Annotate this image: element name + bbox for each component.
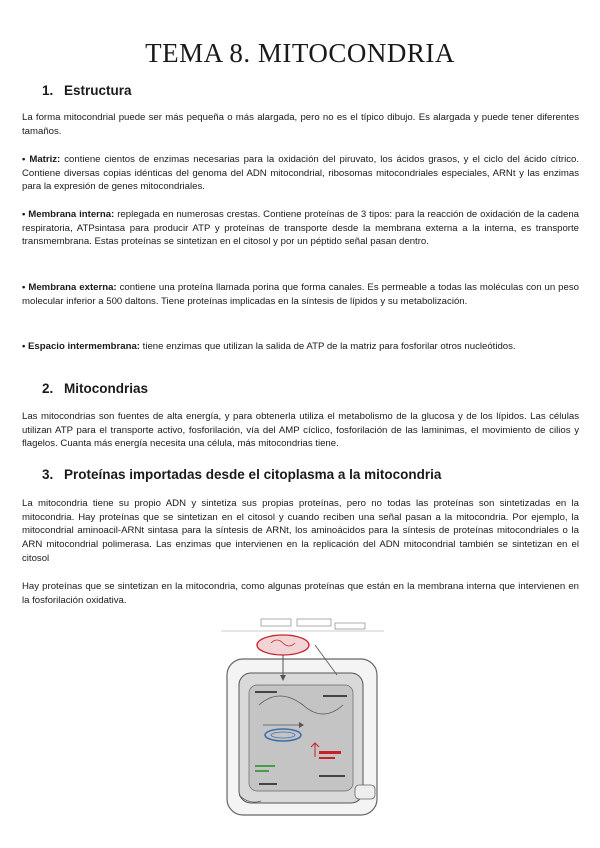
item-espacio-intermembrana [22,340,579,354]
item-espacio-intermembrana-term: • Espacio intermembrana: [22,341,140,352]
section-2-title: Mitocondrias [64,381,149,396]
item-membrana-externa [22,281,579,308]
item-membrana-interna [22,208,579,249]
section-2-number: 2. [42,381,54,396]
item-membrana-externa-text: contiene una proteína llamada porina que forma canales. Es permeable a todas las moléculas con un peso molecular inferior a 500 daltons. Tiene proteínas implicadas en la síntesis de lípidos y su metabolización. [22,282,579,307]
section-3-paragraph: La mitocondria tiene su propio ADN y sintetiza sus propias proteínas, pero no todas las proteínas son sintetizadas en la mitocondria. Hay proteínas que se sintetizan en el citosol y cuando reciben una señal pasan a la mitocondria. Por ejemplo, la mitocondrial aminoacil-ARNt sintasa para la síntesis de ARNt, los aminoácidos para la síntesis de proteínas mitocondriales o la ARN mitocondrial polimerasa. Las enzimas que intervienen en la replicación del ADN mitocondrial también se sintetizan en el citosol [22,498,579,564]
mitochondria-diagram-svg [219,615,386,822]
section-3-number: 3. [42,467,54,482]
section-1-number: 1. [42,83,54,98]
item-espacio-intermembrana-text: tiene enzimas que utilizan la salida de ATP de la matriz para fosforilar otros nucleótidos. [140,341,516,352]
item-matriz [22,153,579,194]
item-membrana-externa-term: • Membrana externa: [22,282,117,293]
section-1-title: Estructura [64,83,132,98]
section-2-heading [42,381,148,396]
mitochondria-diagram [219,615,386,822]
section-1-intro: La forma mitocondrial puede ser más pequeña o más alargada, pero no es el típico dibujo. Es alargada y puede tener diferentes tamaños. [22,112,579,137]
section-2-paragraph: Las mitocondrias son fuentes de alta energía, y para obtenerla utiliza el metabolismo de la glucosa y de los lípidos. Las células utilizan ATP para el transporte activo, fosforilación, vía del AMP cíclico, fosforilación de las laminimas, el movimiento de cilios y flagelos. Cuanta más energía necesita una célula, más mitocondrias tiene. [22,411,579,450]
section-1-heading [42,83,132,98]
section-3-paragraph-2: Hay proteínas que se sintetizan en la mitocondria, como algunas proteínas que están en la membrana interna que intervienen en la fosforilación oxidativa. [22,581,579,606]
section-3-heading [42,467,441,482]
item-membrana-interna-text: replegada en numerosas crestas. Contiene proteínas de 3 tipos: para la reacción de oxidación de la cadena respiratoria, ATPsintasa para producir ATP y proteínas de transporte desde la membrana externa a la interna, es transporte transmembrana. Estas proteínas se sintetizan en el citosol y por un péptido señal pasan dentro. [22,209,579,248]
item-membrana-interna-term: • Membrana interna: [22,209,115,220]
item-matriz-term: • Matriz: [22,154,61,165]
section-3-title: Proteínas importadas desde el citoplasma a la mitocondria [64,467,442,482]
item-matriz-text: contiene cientos de enzimas necesarias para la oxidación del piruvato, los ácidos grasos, y el ciclo del ácido cítrico. Contiene diversas copias idénticas del genoma del ADN mitocondrial, ribosomas mitocondriales especiales, ARNt y las enzimas para la expresión de genes mitocondriales. [22,154,579,193]
page-title: TEMA 8. MITOCONDRIA [145,38,455,68]
